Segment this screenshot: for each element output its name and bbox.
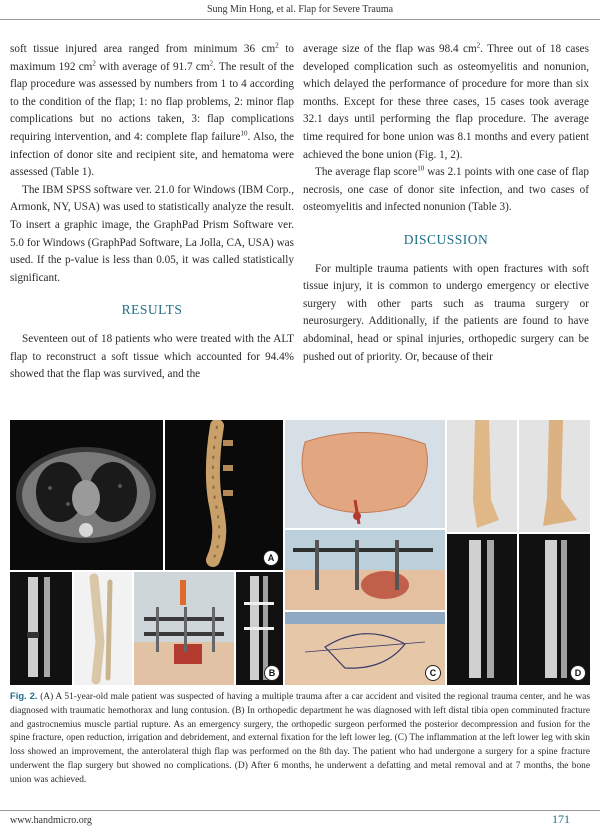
panel-label-c: C — [425, 665, 441, 681]
external-fixation-photo — [134, 572, 234, 685]
xray-leg-image-1 — [10, 572, 72, 685]
figure-caption — [10, 689, 590, 788]
panel-label-a: A — [263, 550, 279, 566]
running-header: Sung Min Hong, et al. Flap for Severe Trauma — [206, 4, 394, 15]
figure-caption-label: Fig. 2. — [10, 690, 38, 701]
header-rule — [0, 19, 600, 20]
right-paragraph-3: For multiple trauma patients with open fractures with soft tissue injury, it is common to undergo emergency or elective surgery with other parts such as trauma surgery or neurosurgery. Additionally, if the patients are found to have abdominal, head or spinal injuries, orthopedic surgery can be pushed out of priority. Or, because of their — [303, 262, 589, 363]
left-paragraph-2: The IBM SPSS software ver. 21.0 for Windows (IBM Corp., Armonk, NY, USA) was used to statistically analyze the result. To insert a graphic image, the GraphPad Prism Software ver. 5.0 for Windows (GraphPad Software, La Jolla, CA, USA) was used. If the p-value is less than 0.05, it was called statistically significant. — [10, 183, 294, 284]
discussion-heading: DISCUSSION — [403, 231, 489, 247]
right-paragraph-1: average size of the flap was 98.4 $cm^2$. Three out of 18 cases developed complication such as osteomyelitis and nonunion, which delayed the performance of procedure for more than six months. Except for these three cases, 15 cases took average 32.1 days until performing the flap procedure. The average time required for bone union was 8.1 months and every patient achieved the bone union (Fig. 1, 2). — [303, 41, 589, 161]
results-heading: RESULTS — [121, 302, 183, 318]
page-number: 171 — [552, 812, 570, 826]
left-paragraph-1: soft tissue injured area ranged from minimum 36 $cm^2$ to maximum 192 $cm^2$ with average of 91.7 $cm^2$. The result of the flap procedure was assessed by numbers from 1 to 4 according to the condition of the flap; 1: no flap problems, 2: minor flap complications but no actions taken, 3: flap complications requiring intervention, and 4: complete flap failure$^{10}$. Also, the infection of donor site and recipient site, and hematoma were assessed (Table 1). — [10, 41, 295, 179]
right-column — [303, 41, 589, 366]
xray-union-image-1 — [447, 534, 517, 685]
footer-rule — [0, 810, 600, 811]
xray-union-image-2 — [519, 534, 590, 685]
panel-label-d: D — [570, 665, 586, 681]
left-paragraph-3: Seventeen out of 18 patients who were treated with the ALT flap to reconstruct a soft tissue which accounted for 94.4% showed that the flap was survived, and the — [10, 332, 294, 381]
alt-flap-photo — [285, 420, 445, 528]
bone-3d-image — [74, 572, 132, 685]
footer-url: www.handmicro.org — [10, 815, 92, 826]
healed-leg-photo-2 — [519, 420, 590, 532]
healed-leg-photo-1 — [447, 420, 517, 532]
figure-2 — [10, 420, 590, 685]
figure-caption-text: (A) A 51-year-old male patient was suspected of having a multiple trauma after a car accident and visited the regional trauma center, and he was diagnosed with traumatic hemothorax and lung contusion. (B) In orthopedic department he was diagnosed with left distal tibia open comminuted fracture and gastrocnemius muscle partial rupture. As an emergency surgery, the orthopedic surgeon performed the posterior decompression and fusion for the spine fracture, open reduction, irrigation and debridement, and external fixation for the left lower leg. (C) The inflammation at the left lower leg with skin loss showed an improvement, the anterolateral thigh flap was performed on the 8th day. The patient who had undergone a surgery for a spine fracture underwent the flap surgery but showed no complications. (D) After 6 months, he underwent a defatting and metal removal and at 7 months, the bone union was achieved. — [10, 692, 590, 785]
spine-3d-image — [165, 420, 283, 570]
right-paragraph-2: The average flap score$^{10}$ was 2.1 points with one case of flap necrosis, one case of donor site infection, and two cases of osteomyelitis and infected nonunion (Table 3). — [303, 164, 589, 214]
xray-leg-image-2 — [236, 572, 283, 685]
panel-label-b: B — [264, 665, 280, 681]
ct-chest-image — [10, 420, 163, 570]
flap-on-leg-photo — [285, 530, 445, 610]
left-column — [10, 41, 294, 384]
thigh-marking-photo — [285, 612, 445, 685]
